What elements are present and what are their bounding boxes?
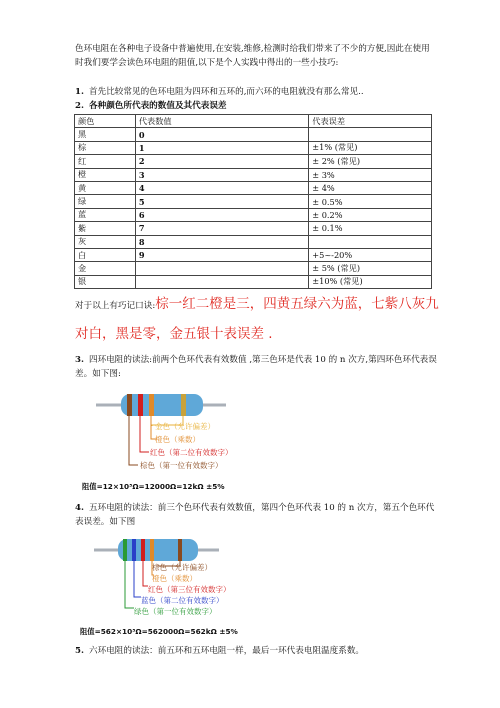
mnemonic-line-2: 对白，黑是零，金五银十表误差 . xyxy=(75,326,273,342)
table-header-cell: 颜色 xyxy=(75,115,136,128)
table-row xyxy=(75,155,432,168)
leader-line-brown xyxy=(129,416,138,465)
table-row xyxy=(75,208,432,221)
color-name-cell: 橙 xyxy=(75,168,136,181)
color-name-cell: 银 xyxy=(75,275,136,288)
point-2-number: 2. xyxy=(75,101,84,111)
table-row xyxy=(75,181,432,194)
table-row xyxy=(75,128,432,141)
figure2-label-green: 绿色（第一位有效数字） xyxy=(134,607,217,616)
color-name-cell: 白 xyxy=(75,248,136,261)
tolerance-cell: ± 4% xyxy=(309,181,432,194)
tolerance-cell: ± 2% (常见) xyxy=(309,155,432,168)
tolerance-cell xyxy=(309,235,432,248)
table-row xyxy=(75,195,432,208)
point-5-text: 六环电阻的读法：前五环和五环电阻一样，最后一环代表电阻温度系数。 xyxy=(89,646,365,656)
tolerance-cell: ± 0.1% xyxy=(309,222,432,235)
mnemonic-line-1 xyxy=(75,296,439,314)
table-header-cell: 代表误差 xyxy=(309,115,432,128)
color-value-cell: 9 xyxy=(135,248,308,261)
color-value-cell: 0 xyxy=(135,128,308,141)
figure2-label-blue: 蓝色（第二位有效数字） xyxy=(141,596,224,605)
tolerance-cell: ± 3% xyxy=(309,168,432,181)
tolerance-cell: ±10% (常见) xyxy=(309,275,432,288)
figure2-label-brown: 棕色（允许偏差） xyxy=(152,563,212,572)
leader-line-red xyxy=(143,561,148,586)
color-name-cell: 灰 xyxy=(75,235,136,248)
color-name-cell: 蓝 xyxy=(75,208,136,221)
leader-line-blue xyxy=(134,561,141,597)
table-row xyxy=(75,235,432,248)
figure1-formula: 阻值=12×10³Ω=12000Ω=12kΩ ±5% xyxy=(82,482,225,491)
table-row xyxy=(75,222,432,235)
color-value-cell: 5 xyxy=(135,195,308,208)
band-green xyxy=(123,539,127,561)
point-1-text: 首先比较常见的色环电阻为四环和五环的,而六环的电阻就没有那么常见.. xyxy=(89,87,364,97)
color-value-cell: 6 xyxy=(135,208,308,221)
intro-paragraph: 色环电阻在各种电子设备中普遍使用,在安装,维修,检测时给我们带来了不少的方便,因此在使用时我们要学会读色环电阻的阻值,以下是个人实践中得出的一些小技巧: xyxy=(75,44,430,68)
point-2-text: 各种颜色所代表的数值及其代表误差 xyxy=(89,101,227,111)
color-value-cell: 4 xyxy=(135,181,308,194)
color-name-cell: 金 xyxy=(75,262,136,275)
figure2-formula: 阻值=562×10³Ω=562000Ω=562kΩ ±5% xyxy=(80,627,238,636)
tolerance-cell: ± 0.2% xyxy=(309,208,432,221)
color-name-cell: 棕 xyxy=(75,141,136,154)
tolerance-cell: ± 5% (常见) xyxy=(309,262,432,275)
point-5-number: 5. xyxy=(75,646,84,656)
resistor-body xyxy=(121,394,203,416)
figure2-label-red: 红色（第三位有效数字） xyxy=(148,585,231,594)
band-blue xyxy=(132,539,136,561)
color-name-cell: 红 xyxy=(75,155,136,168)
band-red xyxy=(141,539,145,561)
table-row xyxy=(75,275,432,288)
point-5 xyxy=(75,645,455,659)
figure1-label-brown: 棕色（第一位有效数字） xyxy=(140,461,223,470)
figure1-label-orange: 橙色（乘数） xyxy=(155,435,200,444)
leader-line-red xyxy=(140,416,149,452)
tolerance-cell: ± 0.5% xyxy=(309,195,432,208)
band-orange xyxy=(149,394,154,416)
color-value-table xyxy=(74,114,432,289)
table-row xyxy=(75,262,432,275)
color-value-cell: 8 xyxy=(135,235,308,248)
figure1-label-red: 红色（第二位有效数字） xyxy=(150,448,233,457)
mnemonic-text-1: 棕一红二橙是三，四黄五绿六为蓝，七紫八灰九 xyxy=(155,296,439,312)
point-1 xyxy=(75,86,455,100)
figure1-label-gold: 金色（允许偏差） xyxy=(155,422,215,431)
table-row xyxy=(75,141,432,154)
color-name-cell: 黑 xyxy=(75,128,136,141)
band-gold xyxy=(181,394,186,416)
color-name-cell: 绿 xyxy=(75,195,136,208)
resistor-body xyxy=(118,539,198,561)
point-3 xyxy=(75,354,437,381)
point-4 xyxy=(75,502,437,529)
color-value-cell: 7 xyxy=(135,222,308,235)
color-value-cell: 2 xyxy=(135,155,308,168)
color-value-cell xyxy=(135,262,308,275)
table-row xyxy=(75,248,432,261)
band-brown xyxy=(178,539,182,561)
color-value-cell: 1 xyxy=(135,141,308,154)
point-3-text: 四环电阻的读法:前两个色环代表有效数值 ,第三色环是代表 10 的 n 次方,第四环色环代表误差。如下图: xyxy=(75,355,437,379)
point-3-number: 3. xyxy=(75,355,84,365)
mnemonic-lead: 对于以上有巧记口诀: xyxy=(75,301,156,311)
leader-line-green xyxy=(125,561,134,608)
point-4-text: 五环电阻的读法：前三个色环代表有效数值，第四个色环代表 10 的 n 次方，第五个色环代表误差。如下图 xyxy=(75,503,435,527)
figure2-label-orange: 橙色（乘数） xyxy=(152,574,197,583)
table-row xyxy=(75,168,432,181)
color-name-cell: 紫 xyxy=(75,222,136,235)
color-value-cell xyxy=(135,275,308,288)
color-value-cell: 3 xyxy=(135,168,308,181)
point-1-number: 1. xyxy=(75,87,84,97)
band-red xyxy=(138,394,143,416)
band-orange xyxy=(150,539,154,561)
table-header-cell: 代表数值 xyxy=(135,115,308,128)
tolerance-cell: ±1% (常见) xyxy=(309,141,432,154)
band-brown xyxy=(127,394,132,416)
point-2 xyxy=(75,100,435,114)
color-name-cell: 黄 xyxy=(75,181,136,194)
tolerance-cell xyxy=(309,128,432,141)
table-header-row xyxy=(75,115,432,128)
tolerance-cell: +5~-20% xyxy=(309,248,432,261)
point-4-number: 4. xyxy=(75,503,84,513)
